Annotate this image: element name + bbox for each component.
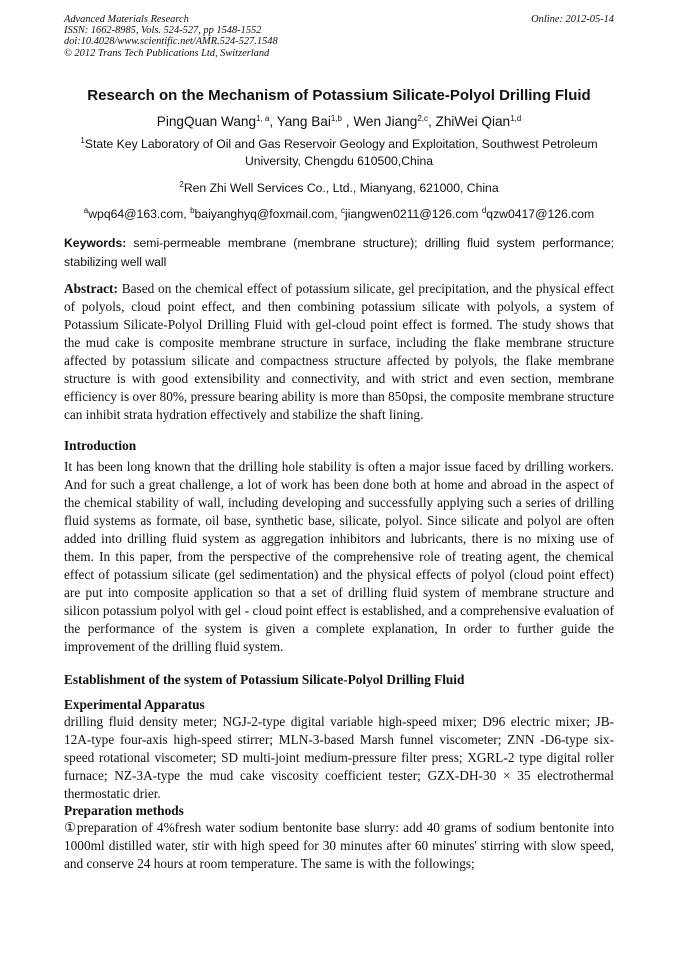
methods-heading: Preparation methods <box>64 802 184 818</box>
email-link[interactable]: jiangwen0211@126.com <box>345 206 482 221</box>
keywords-label: Keywords: <box>64 235 127 250</box>
author-superscript: 1,b <box>330 113 342 123</box>
keywords-text: semi-permeable membrane (membrane structure); drilling fluid system performance; stabilizing well wall <box>64 235 614 269</box>
paper-title: Research on the Mechanism of Potassium Silicate-Polyol Drilling Fluid <box>87 86 591 104</box>
author-name: Yang Bai <box>276 113 331 129</box>
affiliation-2 <box>64 180 614 197</box>
author-name: Wen Jiang <box>353 113 418 129</box>
author-separator: , <box>269 113 277 129</box>
apparatus-paragraph: drilling fluid density meter; NGJ-2-type digital variable high-speed mixer; D96 electric mixer; JB-12A-type four-axis high-speed stirrer; MLN-3-based Marsh funnel viscometer; ZNN -D6-type six-speed rotational viscometer; SD multi-joint medium-pressure filter press; XGRL-2 type digital roller furnace; NZ-3A-type the mud cake viscosity coefficient tester; GZX-DH-30 × 35 electrothermal thermostatic drier. <box>64 713 614 801</box>
author-superscript: 1,d <box>510 113 522 123</box>
establishment-heading: Establishment of the system of Potassium Silicate-Polyol Drilling Fluid <box>64 671 465 687</box>
email-superscript: d <box>481 205 487 215</box>
author-list <box>64 114 614 129</box>
email-list <box>64 207 614 221</box>
abstract-text: Based on the chemical effect of potassium silicate, gel precipitation, and the physical effect of polyols, cloud point effect, and then combining potassium silicate with polyols, a system of Potassium Silicate-Polyol Drilling Fluid with gel-cloud point effect is formed. The study shows that the mud cake is composite membrane structure in surface, including the flake membrane structure affected by potassium silicate and compactness structure affected by polyols, the flake membrane structure is with good extensibility and connectivity, and with strict and even section, membrane efficiency is over 80%, pressure bearing ability is more than 850psi, the composite membrane structure can inhibit strata hydration effectively and stabilize the shaft lining. <box>64 280 614 422</box>
author-name: ZhiWei Qian <box>435 113 511 129</box>
email-superscript: a <box>83 205 89 215</box>
affiliation-superscript: 1 <box>80 135 85 145</box>
online-date: Online: 2012-05-14 <box>531 14 614 25</box>
copyright-line: © 2012 Trans Tech Publications Ltd, Switzerland <box>64 47 270 59</box>
affiliation-1 <box>64 136 614 170</box>
apparatus-heading: Experimental Apparatus <box>64 696 205 712</box>
introduction-heading: Introduction <box>64 437 137 453</box>
email-link[interactable]: baiyanghyq@foxmail.com, <box>194 206 342 221</box>
journal-header <box>64 14 614 59</box>
author-separator: , <box>427 113 436 129</box>
author-superscript: 1, a <box>256 113 270 123</box>
email-link[interactable]: wpq64@163.com, <box>88 206 191 221</box>
author-superscript: 2,c <box>417 113 428 123</box>
affiliation-text: State Key Laboratory of Oil and Gas Reservoir Geology and Exploitation, Southwest Petroleum University, Chengdu 610500,China <box>84 136 598 168</box>
abstract-paragraph <box>64 280 614 424</box>
author-name: PingQuan Wang <box>156 113 257 129</box>
email-superscript: b <box>190 205 195 215</box>
issn-line: ISSN: 1662-8985, Vols. 524-527, pp 1548-1552 <box>64 25 262 37</box>
abstract-label: Abstract: <box>64 280 118 296</box>
methods-paragraph: ①preparation of 4%fresh water sodium bentonite base slurry: add 40 grams of sodium bentonite into 1000ml distilled water, stir with high speed for 30 minutes after 60 minutes' stirring with slow speed, and conserve 24 hours at room temperature. The same is with the followings; <box>64 819 614 871</box>
doi-line[interactable]: doi:10.4028/www.scientific.net/AMR.524-527.1548 <box>64 36 278 48</box>
keywords-paragraph <box>64 234 614 272</box>
journal-name: Advanced Materials Research <box>64 14 189 25</box>
affiliation-text: Ren Zhi Well Services Co., Ltd., Mianyang, 621000, China <box>183 180 499 195</box>
introduction-paragraph: It has been long known that the drilling hole stability is often a major issue faced by drilling workers. And for such a great challenge, a lot of work has been done both at home and abroad in the aspect of the chemical stability of wall, including developing and successfully applying such a series of drilling fluid systems as formate, oil base, synthetic base, silicate, polyol. Since silicate and polyol are often added into drilling fluid system as aggregation inhibitors and lubricants, there is no mixing use of them. In this paper, from the perspective of the comprehensive role of treating agent, the chemical effect of potassium silicate (gel sedimentation) and the physical effects of polyol (cloud point effect) are put into composite application so that a set of drilling fluid system of membrane structure and silicon potassium polyol with gel - cloud point effect is established, and a comprehensive evaluation of the performance of the system is given a complete explanation, In order to further guide the improvement of the drilling fluid system. <box>64 458 614 654</box>
affiliation-superscript: 2 <box>179 179 184 189</box>
email-superscript: c <box>341 205 346 215</box>
email-link[interactable]: qzw0417@126.com <box>486 206 595 221</box>
author-separator: , <box>341 113 354 129</box>
